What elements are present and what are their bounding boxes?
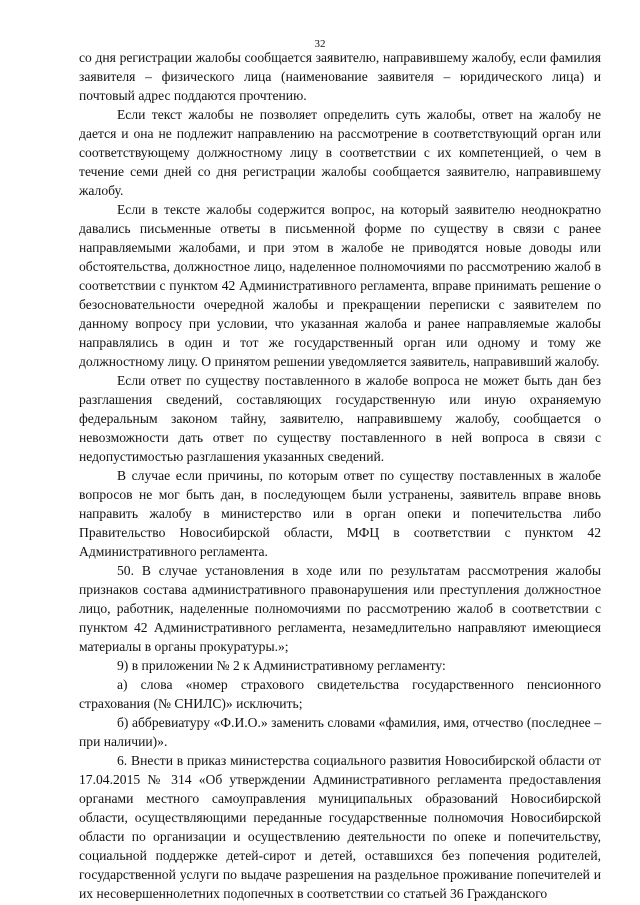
paragraph-item-50: 50. В случае установления в ходе или по результатам рассмотрения жалобы признаков состава административного правонарушения или преступления должностное лицо, работник, наделенные полномочиями по рассмотрению жалоб в соответствии с пунктом 42 Административного регламента, незамедлительно направляют имеющиеся материалы в органы прокуратуры.»;	[79, 563, 601, 654]
paragraph-subitem-a: а) слова «номер страхового свидетельства государственного пенсионного страхования (№ СНИЛС)» исключить;	[79, 677, 601, 711]
paragraph: Если текст жалобы не позволяет определить суть жалобы, ответ на жалобу не дается и она не подлежит направлению на рассмотрение в соответствующий орган или соответствующему должностному лицу в соответствии с их компетенцией, о чем в течение семи дней со дня регистрации жалобы сообщается заявителю, направившему жалобу.	[79, 107, 601, 198]
paragraph-subitem-b: б) аббревиатуру «Ф.И.О.» заменить словами «фамилия, имя, отчество (последнее – при наличии)».	[79, 715, 601, 749]
paragraph: Если ответ по существу поставленного в жалобе вопроса не может быть дан без разглашения сведений, составляющих государственную или иную охраняемую федеральным законом тайну, заявителю, направившему жалобу, сообщается о невозможности дать ответ по существу поставленного в ней вопроса в связи с недопустимостью разглашения указанных сведений.	[79, 373, 601, 464]
document-body	[79, 48, 601, 903]
page-number: 32	[314, 38, 326, 50]
paragraph-item-6: 6. Внести в приказ министерства социального развития Новосибирской области от 17.04.2015 № 314 «Об утверждении Административного регламента предоставления органами местного самоуправления муниципальных образований Новосибирской области, осуществляющими переданные государственные полномочия Новосибирской области по организации и осуществлению деятельности по опеке и попечительству, социальной поддержке детей-сирот и детей, оставшихся без попечения родителей, государственной услуги по выдаче разрешения на раздельное проживание попечителей и их несовершеннолетних подопечных в соответствии со статьей 36 Гражданского	[79, 753, 601, 901]
paragraph-item-9: 9) в приложении № 2 к Административному регламенту:	[117, 658, 446, 673]
paragraph-continuation: со дня регистрации жалобы сообщается заявителю, направившему жалобу, если фамилия заявителя – физического лица (наименование заявителя – юридического лица) и почтовый адрес поддаются прочтению.	[79, 50, 601, 103]
paragraph: Если в тексте жалобы содержится вопрос, на который заявителю неоднократно давались письменные ответы в письменной форме по существу в связи с ранее направляемыми жалобами, и при этом в жалобе не приводятся новые доводы или обстоятельства, должностное лицо, наделенное полномочиями по рассмотрению жалоб в соответствии с пунктом 42 Административного регламента, вправе принимать решение о безосновательности очередной жалобы и прекращении переписки с заявителем по данному вопросу при условии, что указанная жалоба и ранее направляемые жалобы направлялись в один и тот же государственный орган или одному и тому же должностному лицу. О принятом решении уведомляется заявитель, направивший жалобу.	[79, 202, 601, 369]
paragraph: В случае если причины, по которым ответ по существу поставленных в жалобе вопросов не мог быть дан, в последующем были устранены, заявитель вправе вновь направить жалобу в министерство или в орган опеки и попечительства либо Правительство Новосибирской области, МФЦ в соответствии с пунктом 42 Административного регламента.	[79, 468, 601, 559]
